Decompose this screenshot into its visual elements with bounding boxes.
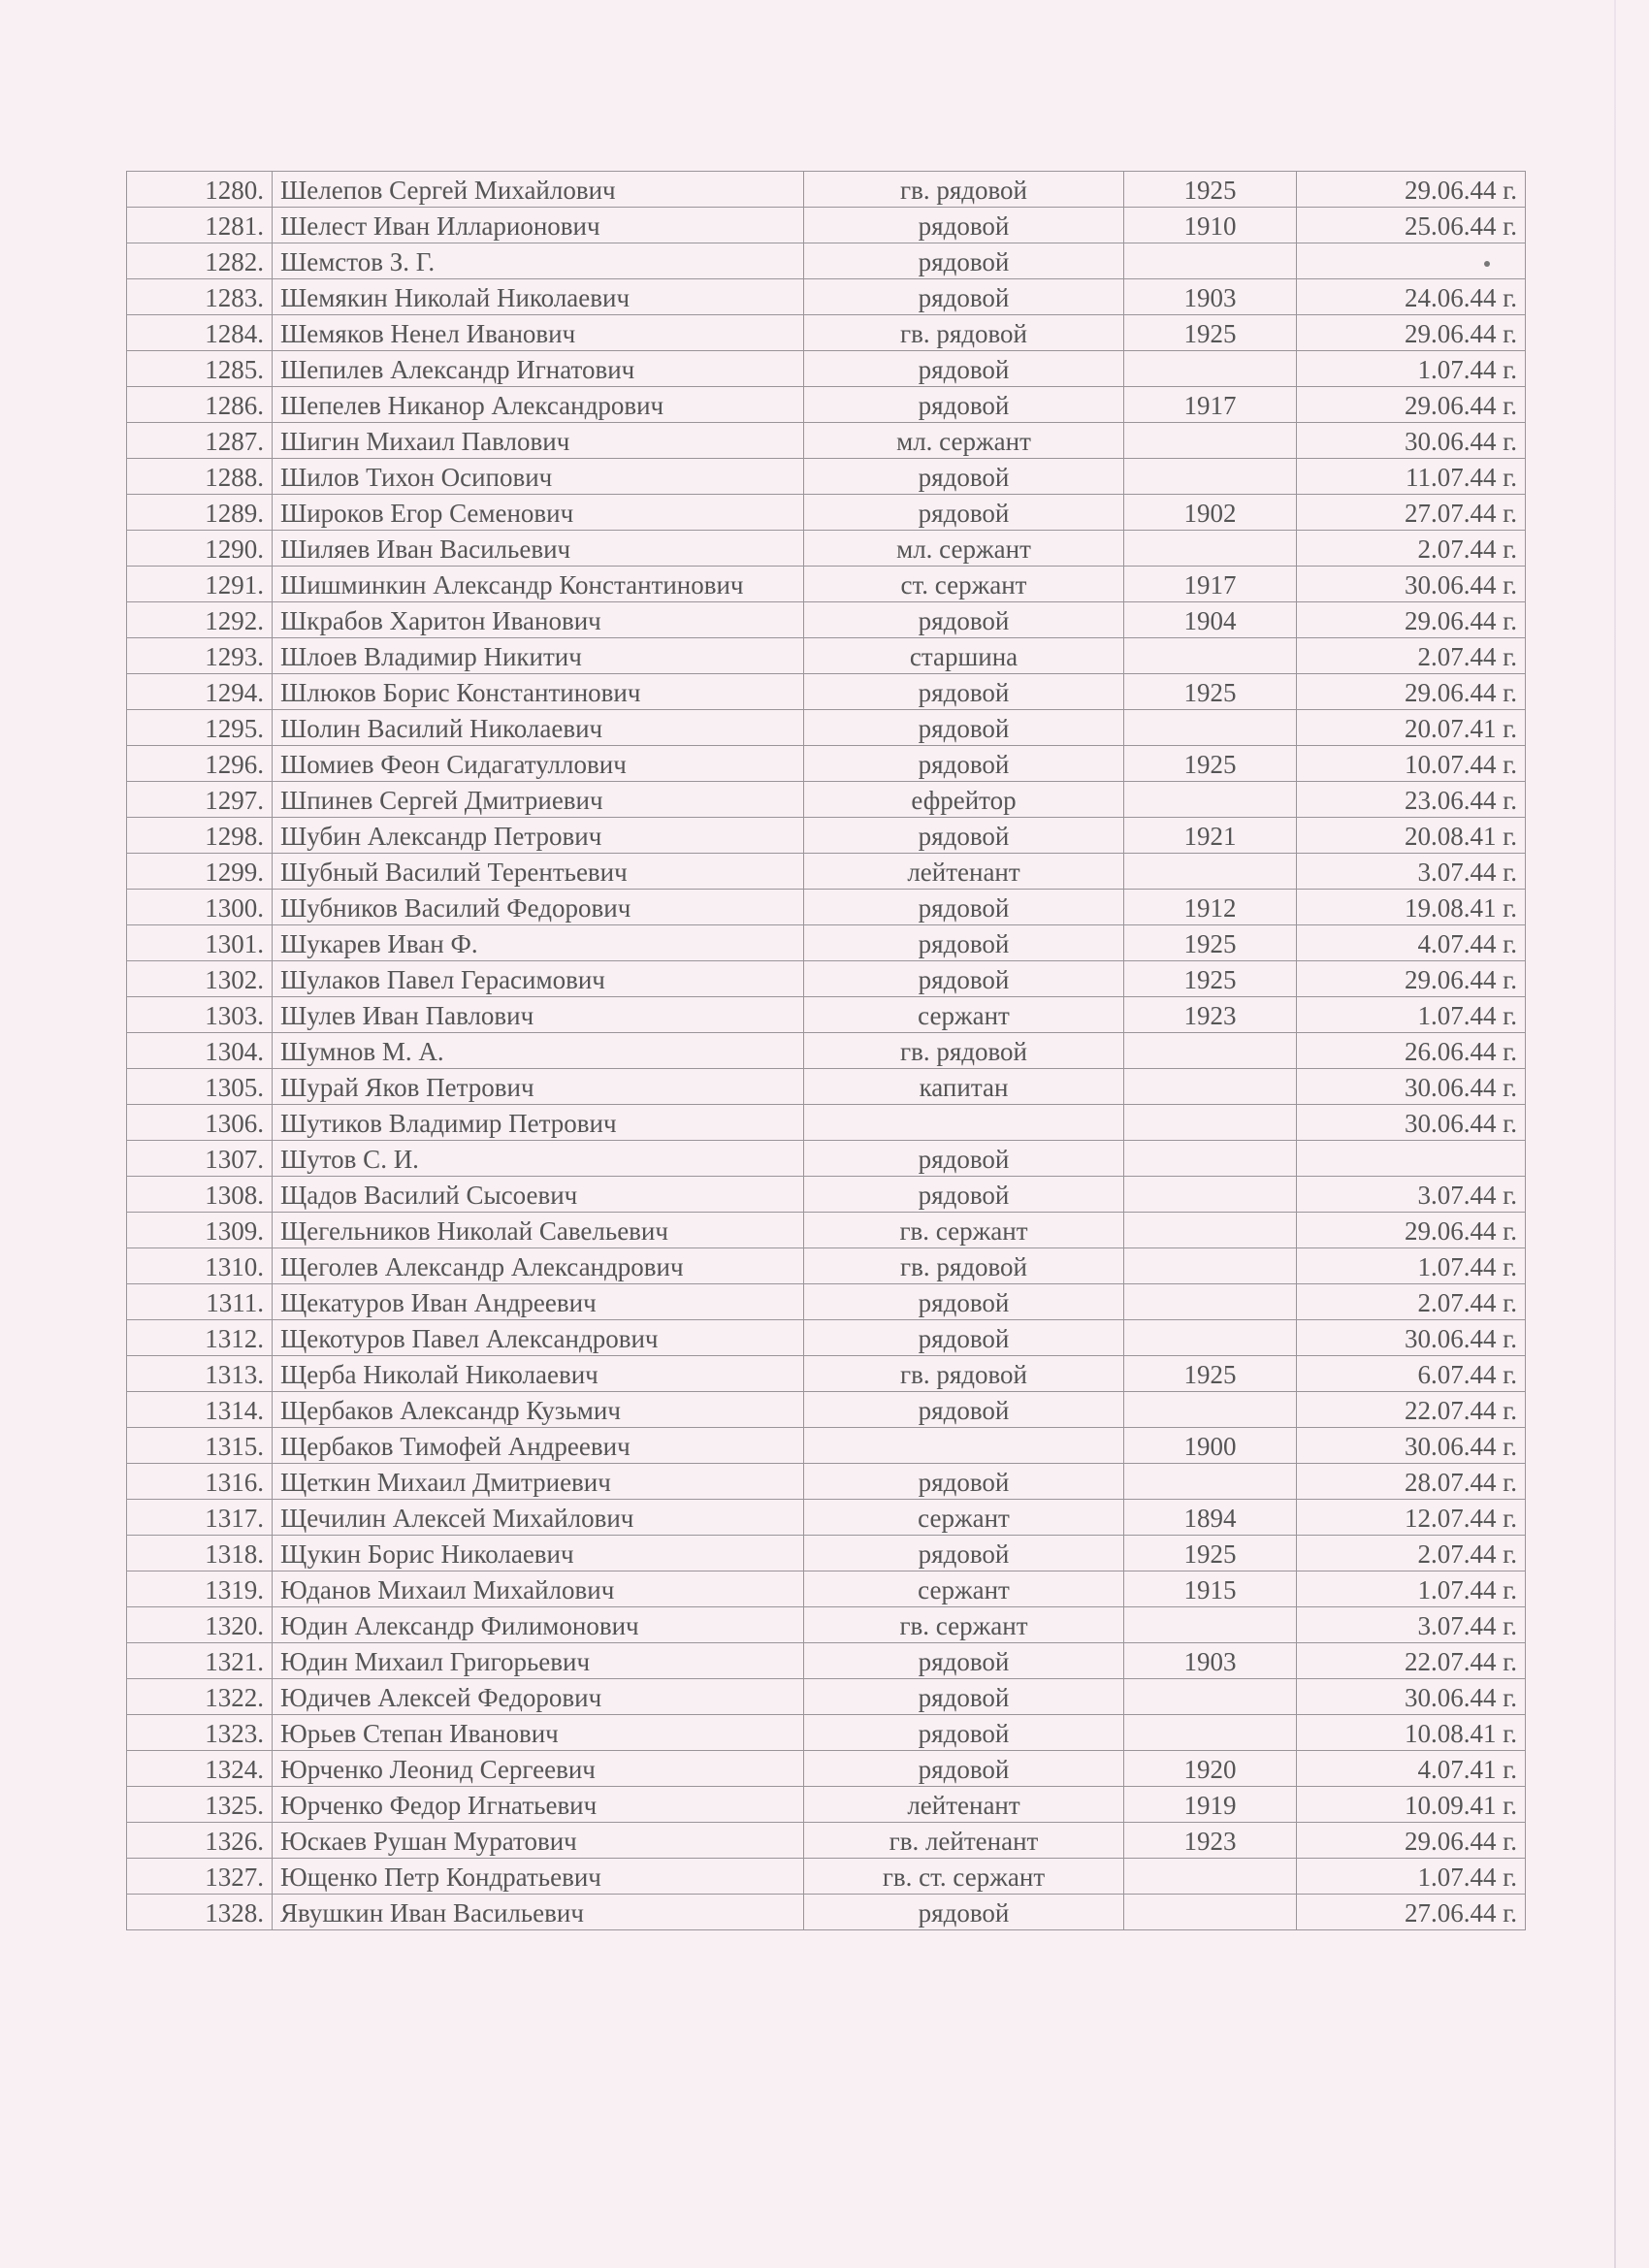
- person-name: Шукарев Иван Ф.: [273, 925, 804, 961]
- row-number: 1324.: [127, 1751, 273, 1787]
- military-rank: рядовой: [804, 925, 1124, 961]
- death-date: [1297, 1141, 1526, 1177]
- death-date: 1.07.44 г.: [1297, 1248, 1526, 1284]
- person-name: Щадов Василий Сысоевич: [273, 1177, 804, 1213]
- person-name: Щекатуров Иван Андреевич: [273, 1284, 804, 1320]
- military-rank: рядовой: [804, 1751, 1124, 1787]
- person-name: Шишминкин Александр Константинович: [273, 567, 804, 602]
- row-number: 1302.: [127, 961, 273, 997]
- person-name: Шулев Иван Павлович: [273, 997, 804, 1033]
- person-name: Щерба Николай Николаевич: [273, 1356, 804, 1392]
- row-number: 1309.: [127, 1213, 273, 1248]
- death-date: 6.07.44 г.: [1297, 1356, 1526, 1392]
- table-row: [127, 1464, 1526, 1500]
- person-name: Щербаков Александр Кузьмич: [273, 1392, 804, 1428]
- row-number: 1322.: [127, 1679, 273, 1715]
- person-name: Шомиев Феон Сидагатуллович: [273, 746, 804, 782]
- birth-year: [1124, 1284, 1297, 1320]
- death-date: 30.06.44 г.: [1297, 1320, 1526, 1356]
- table-row: [127, 746, 1526, 782]
- birth-year: [1124, 1177, 1297, 1213]
- birth-year: [1124, 459, 1297, 495]
- table-row: [127, 172, 1526, 208]
- birth-year: [1124, 1320, 1297, 1356]
- military-rank: гв. рядовой: [804, 315, 1124, 351]
- military-rank: рядовой: [804, 351, 1124, 387]
- person-name: Шигин Михаил Павлович: [273, 423, 804, 459]
- birth-year: 1920: [1124, 1751, 1297, 1787]
- birth-year: [1124, 243, 1297, 279]
- military-rank: ефрейтор: [804, 782, 1124, 818]
- person-name: Шурай Яков Петрович: [273, 1069, 804, 1105]
- birth-year: 1925: [1124, 172, 1297, 208]
- table-row: [127, 1213, 1526, 1248]
- death-date: 2.07.44 г.: [1297, 531, 1526, 567]
- table-body: [127, 172, 1526, 1930]
- death-date: 29.06.44 г.: [1297, 1823, 1526, 1859]
- military-rank: мл. сержант: [804, 531, 1124, 567]
- death-date: 29.06.44 г.: [1297, 1213, 1526, 1248]
- birth-year: [1124, 1607, 1297, 1643]
- death-date: 29.06.44 г.: [1297, 674, 1526, 710]
- birth-year: 1903: [1124, 279, 1297, 315]
- military-rank: рядовой: [804, 1536, 1124, 1571]
- death-date: 30.06.44 г.: [1297, 567, 1526, 602]
- person-name: Шпинев Сергей Дмитриевич: [273, 782, 804, 818]
- person-name: Юдичев Алексей Федорович: [273, 1679, 804, 1715]
- person-name: Шлоев Владимир Никитич: [273, 638, 804, 674]
- table-row: [127, 602, 1526, 638]
- person-name: Шумнов М. А.: [273, 1033, 804, 1069]
- row-number: 1310.: [127, 1248, 273, 1284]
- row-number: 1313.: [127, 1356, 273, 1392]
- person-name: Широков Егор Семенович: [273, 495, 804, 531]
- row-number: 1295.: [127, 710, 273, 746]
- death-date: 29.06.44 г.: [1297, 172, 1526, 208]
- death-date: 2.07.44 г.: [1297, 1536, 1526, 1571]
- death-date: 20.08.41 г.: [1297, 818, 1526, 854]
- table-row: [127, 1284, 1526, 1320]
- birth-year: [1124, 1895, 1297, 1930]
- row-number: 1299.: [127, 854, 273, 890]
- row-number: 1308.: [127, 1177, 273, 1213]
- person-name: Шлюков Борис Константинович: [273, 674, 804, 710]
- death-date: 10.07.44 г.: [1297, 746, 1526, 782]
- person-name: Шиляев Иван Васильевич: [273, 531, 804, 567]
- person-name: Щукин Борис Николаевич: [273, 1536, 804, 1571]
- row-number: 1283.: [127, 279, 273, 315]
- birth-year: [1124, 782, 1297, 818]
- person-name: Юдин Александр Филимонович: [273, 1607, 804, 1643]
- row-number: 1316.: [127, 1464, 273, 1500]
- row-number: 1284.: [127, 315, 273, 351]
- table-row: [127, 1859, 1526, 1895]
- military-rank: гв. рядовой: [804, 172, 1124, 208]
- table-row: [127, 638, 1526, 674]
- row-number: 1285.: [127, 351, 273, 387]
- death-date: 30.06.44 г.: [1297, 423, 1526, 459]
- death-date: 30.06.44 г.: [1297, 1679, 1526, 1715]
- row-number: 1321.: [127, 1643, 273, 1679]
- table-row: [127, 1392, 1526, 1428]
- person-name: Шубный Василий Терентьевич: [273, 854, 804, 890]
- row-number: 1297.: [127, 782, 273, 818]
- military-rank: рядовой: [804, 1895, 1124, 1930]
- row-number: 1312.: [127, 1320, 273, 1356]
- birth-year: 1925: [1124, 746, 1297, 782]
- military-rank: рядовой: [804, 746, 1124, 782]
- row-number: 1320.: [127, 1607, 273, 1643]
- person-name: Юданов Михаил Михайлович: [273, 1571, 804, 1607]
- death-date: 19.08.41 г.: [1297, 890, 1526, 925]
- birth-year: [1124, 1141, 1297, 1177]
- death-date: 28.07.44 г.: [1297, 1464, 1526, 1500]
- person-name: Явушкин Иван Васильевич: [273, 1895, 804, 1930]
- birth-year: [1124, 1105, 1297, 1141]
- person-name: Щеголев Александр Александрович: [273, 1248, 804, 1284]
- military-rank: гв. рядовой: [804, 1248, 1124, 1284]
- military-rank: рядовой: [804, 602, 1124, 638]
- death-date: 29.06.44 г.: [1297, 602, 1526, 638]
- page-edge: [1614, 0, 1616, 2268]
- row-number: 1287.: [127, 423, 273, 459]
- birth-year: [1124, 1679, 1297, 1715]
- table-row: [127, 1679, 1526, 1715]
- table-row: [127, 1607, 1526, 1643]
- death-date: 4.07.41 г.: [1297, 1751, 1526, 1787]
- person-name: Шубин Александр Петрович: [273, 818, 804, 854]
- military-rank: рядовой: [804, 710, 1124, 746]
- military-rank: мл. сержант: [804, 423, 1124, 459]
- death-date: 1.07.44 г.: [1297, 1859, 1526, 1895]
- table-row: [127, 1428, 1526, 1464]
- death-date: 1.07.44 г.: [1297, 1571, 1526, 1607]
- table-row: [127, 459, 1526, 495]
- casualty-list-table: [126, 171, 1526, 1930]
- military-rank: рядовой: [804, 1392, 1124, 1428]
- military-rank: рядовой: [804, 890, 1124, 925]
- death-date: 10.08.41 г.: [1297, 1715, 1526, 1751]
- table-row: [127, 961, 1526, 997]
- death-date: 11.07.44 г.: [1297, 459, 1526, 495]
- death-date: 20.07.41 г.: [1297, 710, 1526, 746]
- birth-year: 1925: [1124, 925, 1297, 961]
- death-date: 30.06.44 г.: [1297, 1428, 1526, 1464]
- table-row: [127, 1823, 1526, 1859]
- military-rank: рядовой: [804, 243, 1124, 279]
- table-row: [127, 925, 1526, 961]
- military-rank: гв. лейтенант: [804, 1823, 1124, 1859]
- birth-year: 1923: [1124, 997, 1297, 1033]
- table-row: [127, 315, 1526, 351]
- row-number: 1281.: [127, 208, 273, 243]
- table-row: [127, 1069, 1526, 1105]
- birth-year: [1124, 1464, 1297, 1500]
- military-rank: рядовой: [804, 961, 1124, 997]
- table-row: [127, 423, 1526, 459]
- row-number: 1323.: [127, 1715, 273, 1751]
- table-row: [127, 1536, 1526, 1571]
- person-name: Шутиков Владимир Петрович: [273, 1105, 804, 1141]
- death-date: [1297, 243, 1526, 279]
- death-date: 26.06.44 г.: [1297, 1033, 1526, 1069]
- birth-year: [1124, 710, 1297, 746]
- birth-year: [1124, 423, 1297, 459]
- death-date: 12.07.44 г.: [1297, 1500, 1526, 1536]
- row-number: 1300.: [127, 890, 273, 925]
- person-name: Юскаев Рушан Муратович: [273, 1823, 804, 1859]
- military-rank: сержант: [804, 1500, 1124, 1536]
- military-rank: [804, 1105, 1124, 1141]
- person-name: Щечилин Алексей Михайлович: [273, 1500, 804, 1536]
- table-row: [127, 1500, 1526, 1536]
- military-rank: рядовой: [804, 1464, 1124, 1500]
- military-rank: рядовой: [804, 387, 1124, 423]
- person-name: Щекотуров Павел Александрович: [273, 1320, 804, 1356]
- death-date: 29.06.44 г.: [1297, 315, 1526, 351]
- military-rank: сержант: [804, 1571, 1124, 1607]
- row-number: 1325.: [127, 1787, 273, 1823]
- birth-year: 1900: [1124, 1428, 1297, 1464]
- row-number: 1293.: [127, 638, 273, 674]
- birth-year: 1925: [1124, 1356, 1297, 1392]
- birth-year: 1912: [1124, 890, 1297, 925]
- person-name: Шепилев Александр Игнатович: [273, 351, 804, 387]
- table-row: [127, 495, 1526, 531]
- military-rank: рядовой: [804, 1141, 1124, 1177]
- row-number: 1303.: [127, 997, 273, 1033]
- table-row: [127, 1248, 1526, 1284]
- birth-year: [1124, 854, 1297, 890]
- birth-year: [1124, 1715, 1297, 1751]
- death-date: 29.06.44 г.: [1297, 961, 1526, 997]
- table-row: [127, 854, 1526, 890]
- table-row: [127, 1320, 1526, 1356]
- person-name: Шемстов З. Г.: [273, 243, 804, 279]
- table-row: [127, 567, 1526, 602]
- birth-year: 1919: [1124, 1787, 1297, 1823]
- birth-year: [1124, 638, 1297, 674]
- row-number: 1282.: [127, 243, 273, 279]
- military-rank: гв. рядовой: [804, 1033, 1124, 1069]
- ink-mark: [1484, 261, 1490, 267]
- row-number: 1327.: [127, 1859, 273, 1895]
- table-row: [127, 387, 1526, 423]
- birth-year: 1903: [1124, 1643, 1297, 1679]
- death-date: 2.07.44 г.: [1297, 638, 1526, 674]
- row-number: 1280.: [127, 172, 273, 208]
- table-row: [127, 208, 1526, 243]
- military-rank: рядовой: [804, 279, 1124, 315]
- person-name: Юрченко Федор Игнатьевич: [273, 1787, 804, 1823]
- table-row: [127, 1895, 1526, 1930]
- birth-year: [1124, 1392, 1297, 1428]
- military-rank: рядовой: [804, 1177, 1124, 1213]
- person-name: Шелест Иван Илларионович: [273, 208, 804, 243]
- birth-year: 1917: [1124, 567, 1297, 602]
- person-name: Шемякин Николай Николаевич: [273, 279, 804, 315]
- military-rank: рядовой: [804, 1715, 1124, 1751]
- table-row: [127, 1715, 1526, 1751]
- military-rank: рядовой: [804, 674, 1124, 710]
- birth-year: 1904: [1124, 602, 1297, 638]
- person-name: Шепелев Никанор Александрович: [273, 387, 804, 423]
- death-date: 22.07.44 г.: [1297, 1392, 1526, 1428]
- row-number: 1319.: [127, 1571, 273, 1607]
- birth-year: 1925: [1124, 315, 1297, 351]
- table-row: [127, 890, 1526, 925]
- person-name: Ющенко Петр Кондратьевич: [273, 1859, 804, 1895]
- table-row: [127, 531, 1526, 567]
- table-row: [127, 674, 1526, 710]
- row-number: 1298.: [127, 818, 273, 854]
- row-number: 1294.: [127, 674, 273, 710]
- table-row: [127, 1356, 1526, 1392]
- person-name: Шемяков Ненел Иванович: [273, 315, 804, 351]
- table-row: [127, 818, 1526, 854]
- birth-year: [1124, 1069, 1297, 1105]
- death-date: 3.07.44 г.: [1297, 854, 1526, 890]
- row-number: 1288.: [127, 459, 273, 495]
- row-number: 1326.: [127, 1823, 273, 1859]
- row-number: 1286.: [127, 387, 273, 423]
- death-date: 2.07.44 г.: [1297, 1284, 1526, 1320]
- birth-year: 1921: [1124, 818, 1297, 854]
- military-rank: рядовой: [804, 459, 1124, 495]
- death-date: 29.06.44 г.: [1297, 387, 1526, 423]
- person-name: Щегельников Николай Савельевич: [273, 1213, 804, 1248]
- military-rank: рядовой: [804, 1284, 1124, 1320]
- table-row: [127, 351, 1526, 387]
- table-row: [127, 1105, 1526, 1141]
- military-rank: капитан: [804, 1069, 1124, 1105]
- person-name: Шубников Василий Федорович: [273, 890, 804, 925]
- birth-year: 1917: [1124, 387, 1297, 423]
- person-name: Шутов С. И.: [273, 1141, 804, 1177]
- row-number: 1301.: [127, 925, 273, 961]
- military-rank: рядовой: [804, 1643, 1124, 1679]
- military-rank: рядовой: [804, 495, 1124, 531]
- person-name: Шилов Тихон Осипович: [273, 459, 804, 495]
- birth-year: 1923: [1124, 1823, 1297, 1859]
- military-rank: гв. ст. сержант: [804, 1859, 1124, 1895]
- table-row: [127, 782, 1526, 818]
- death-date: 4.07.44 г.: [1297, 925, 1526, 961]
- birth-year: 1910: [1124, 208, 1297, 243]
- table-row: [127, 1643, 1526, 1679]
- death-date: 25.06.44 г.: [1297, 208, 1526, 243]
- row-number: 1318.: [127, 1536, 273, 1571]
- row-number: 1305.: [127, 1069, 273, 1105]
- military-rank: рядовой: [804, 818, 1124, 854]
- birth-year: 1925: [1124, 961, 1297, 997]
- military-rank: [804, 1428, 1124, 1464]
- birth-year: [1124, 351, 1297, 387]
- person-name: Шкрабов Харитон Иванович: [273, 602, 804, 638]
- military-rank: лейтенант: [804, 854, 1124, 890]
- person-name: Щеткин Михаил Дмитриевич: [273, 1464, 804, 1500]
- person-name: Юрченко Леонид Сергеевич: [273, 1751, 804, 1787]
- table-row: [127, 279, 1526, 315]
- birth-year: 1915: [1124, 1571, 1297, 1607]
- military-rank: гв. сержант: [804, 1213, 1124, 1248]
- row-number: 1291.: [127, 567, 273, 602]
- row-number: 1289.: [127, 495, 273, 531]
- military-rank: лейтенант: [804, 1787, 1124, 1823]
- death-date: 30.06.44 г.: [1297, 1105, 1526, 1141]
- row-number: 1296.: [127, 746, 273, 782]
- table-row: [127, 1571, 1526, 1607]
- table-row: [127, 1177, 1526, 1213]
- table-row: [127, 710, 1526, 746]
- row-number: 1290.: [127, 531, 273, 567]
- row-number: 1306.: [127, 1105, 273, 1141]
- birth-year: 1925: [1124, 674, 1297, 710]
- row-number: 1317.: [127, 1500, 273, 1536]
- military-rank: рядовой: [804, 1320, 1124, 1356]
- person-name: Шолин Василий Николаевич: [273, 710, 804, 746]
- table-row: [127, 243, 1526, 279]
- row-number: 1311.: [127, 1284, 273, 1320]
- birth-year: [1124, 1213, 1297, 1248]
- death-date: 1.07.44 г.: [1297, 997, 1526, 1033]
- military-rank: рядовой: [804, 208, 1124, 243]
- person-name: Юрьев Степан Иванович: [273, 1715, 804, 1751]
- table-row: [127, 1033, 1526, 1069]
- birth-year: [1124, 1033, 1297, 1069]
- table-row: [127, 1751, 1526, 1787]
- military-rank: рядовой: [804, 1679, 1124, 1715]
- death-date: 30.06.44 г.: [1297, 1069, 1526, 1105]
- table-row: [127, 997, 1526, 1033]
- death-date: 1.07.44 г.: [1297, 351, 1526, 387]
- birth-year: [1124, 1859, 1297, 1895]
- birth-year: 1925: [1124, 1536, 1297, 1571]
- person-name: Шулаков Павел Герасимович: [273, 961, 804, 997]
- military-rank: ст. сержант: [804, 567, 1124, 602]
- death-date: 3.07.44 г.: [1297, 1177, 1526, 1213]
- military-rank: сержант: [804, 997, 1124, 1033]
- death-date: 10.09.41 г.: [1297, 1787, 1526, 1823]
- birth-year: [1124, 1248, 1297, 1284]
- person-name: Щербаков Тимофей Андреевич: [273, 1428, 804, 1464]
- death-date: 23.06.44 г.: [1297, 782, 1526, 818]
- row-number: 1328.: [127, 1895, 273, 1930]
- table-row: [127, 1141, 1526, 1177]
- row-number: 1307.: [127, 1141, 273, 1177]
- person-name: Шелепов Сергей Михайлович: [273, 172, 804, 208]
- row-number: 1315.: [127, 1428, 273, 1464]
- death-date: 27.06.44 г.: [1297, 1895, 1526, 1930]
- row-number: 1314.: [127, 1392, 273, 1428]
- person-name: Юдин Михаил Григорьевич: [273, 1643, 804, 1679]
- death-date: 24.06.44 г.: [1297, 279, 1526, 315]
- military-rank: гв. рядовой: [804, 1356, 1124, 1392]
- birth-year: 1902: [1124, 495, 1297, 531]
- birth-year: 1894: [1124, 1500, 1297, 1536]
- row-number: 1292.: [127, 602, 273, 638]
- death-date: 27.07.44 г.: [1297, 495, 1526, 531]
- table-row: [127, 1787, 1526, 1823]
- military-rank: гв. сержант: [804, 1607, 1124, 1643]
- row-number: 1304.: [127, 1033, 273, 1069]
- military-rank: старшина: [804, 638, 1124, 674]
- birth-year: [1124, 531, 1297, 567]
- death-date: 22.07.44 г.: [1297, 1643, 1526, 1679]
- death-date: 3.07.44 г.: [1297, 1607, 1526, 1643]
